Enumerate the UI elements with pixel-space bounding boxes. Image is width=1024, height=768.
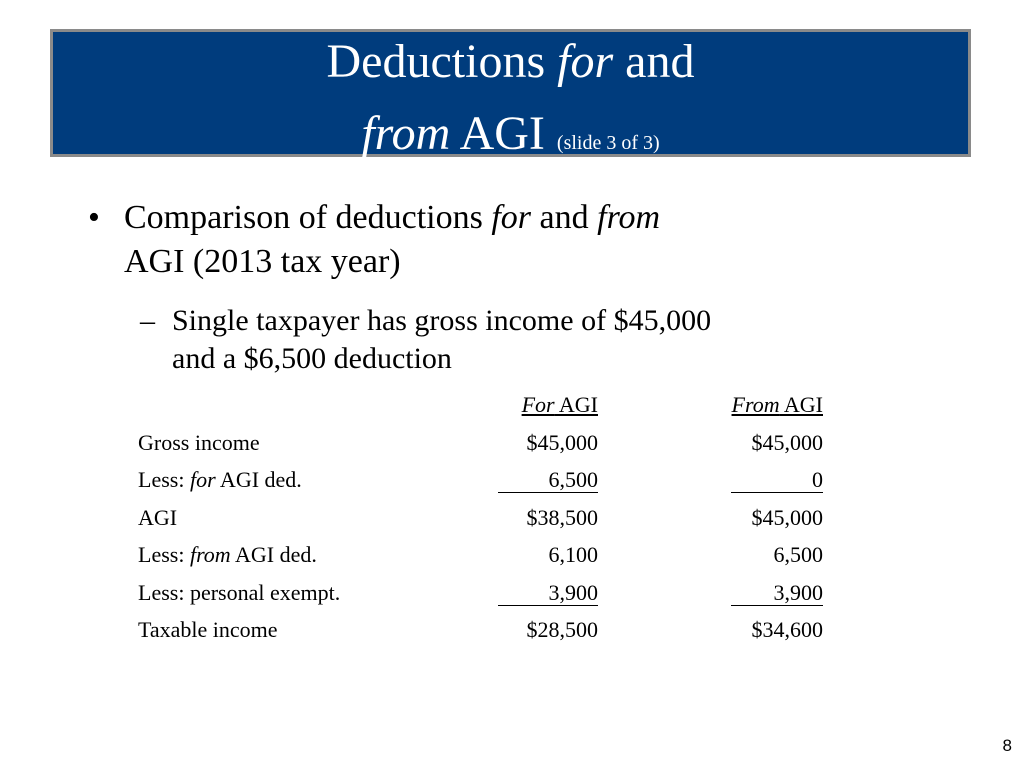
row-label-for: for xyxy=(189,467,216,492)
row-from-value: $45,000 xyxy=(751,430,823,455)
row-from-value xyxy=(731,467,823,493)
row-for-value xyxy=(498,580,598,606)
header-from-italic: From xyxy=(731,392,780,417)
row-for-value xyxy=(498,467,598,493)
row-label xyxy=(138,467,302,493)
bullet-icon: • xyxy=(88,199,100,236)
table-row xyxy=(138,430,838,460)
row-label: AGI xyxy=(138,505,178,530)
row-from-value: $34,600 xyxy=(751,617,823,642)
row-label xyxy=(138,542,317,568)
row-from-value: 6,500 xyxy=(773,542,823,567)
row-for-value: $45,000 xyxy=(526,430,598,455)
main-bullet-text-and: and xyxy=(531,199,598,236)
main-bullet-content xyxy=(124,196,660,284)
title-text-and: and xyxy=(613,35,695,88)
table-row xyxy=(138,467,838,497)
dash-icon: – xyxy=(140,304,155,337)
title-text-from: from xyxy=(361,107,451,160)
row-from-value: $45,000 xyxy=(751,505,823,530)
row-from-value xyxy=(731,580,823,606)
row-label-a: Less: xyxy=(138,542,190,567)
table-row xyxy=(138,505,838,535)
header-for-italic: For xyxy=(521,392,555,417)
row-label: Less: personal exempt. xyxy=(138,580,341,605)
table-row xyxy=(138,617,838,647)
main-bullet-line-2: AGI (2013 tax year) xyxy=(124,243,401,280)
row-from-underlined: 3,900 xyxy=(731,581,823,606)
row-for-value: $38,500 xyxy=(526,505,598,530)
row-for-value: $28,500 xyxy=(526,617,598,642)
row-label: Taxable income xyxy=(138,617,278,642)
row-label-from: from xyxy=(189,542,231,567)
sub-bullet-line-2: and a $6,500 deduction xyxy=(172,342,452,375)
header-from-agi xyxy=(732,392,823,418)
title-text-deductions: Deductions xyxy=(326,35,558,88)
table-row xyxy=(138,542,838,572)
row-label-a: Less: xyxy=(138,467,190,492)
table-row xyxy=(138,580,838,610)
row-label: Gross income xyxy=(138,430,260,455)
main-bullet-line-1 xyxy=(124,196,660,240)
main-bullet-text-a: Comparison of deductions xyxy=(124,199,492,236)
row-from-underlined: 0 xyxy=(731,468,823,493)
row-label-c: AGI ded. xyxy=(215,467,302,492)
title-text-for: for xyxy=(557,35,614,88)
title-slide-counter: (slide 3 of 3) xyxy=(556,132,660,154)
title-text-agi: AGI xyxy=(450,107,557,160)
row-label-c: AGI ded. xyxy=(230,542,317,567)
sub-bullet-line-1: Single taxpayer has gross income of $45,000 xyxy=(172,304,712,337)
sub-bullet-content xyxy=(172,302,711,378)
row-for-value: 6,100 xyxy=(548,542,598,567)
row-for-underlined: 6,500 xyxy=(498,468,598,493)
header-from-agi-text: AGI xyxy=(779,392,823,417)
main-bullet-text-from: from xyxy=(597,199,661,236)
slide-title-box xyxy=(50,29,971,160)
header-for-agi-text: AGI xyxy=(554,392,598,417)
page-number: 8 xyxy=(1002,736,1012,755)
slide-title-line-2 xyxy=(53,107,968,160)
row-for-underlined: 3,900 xyxy=(498,581,598,606)
header-for-agi xyxy=(522,392,598,418)
slide-title-line-1 xyxy=(53,35,968,88)
table-header-row xyxy=(138,392,838,422)
main-bullet-text-for: for xyxy=(491,199,532,236)
